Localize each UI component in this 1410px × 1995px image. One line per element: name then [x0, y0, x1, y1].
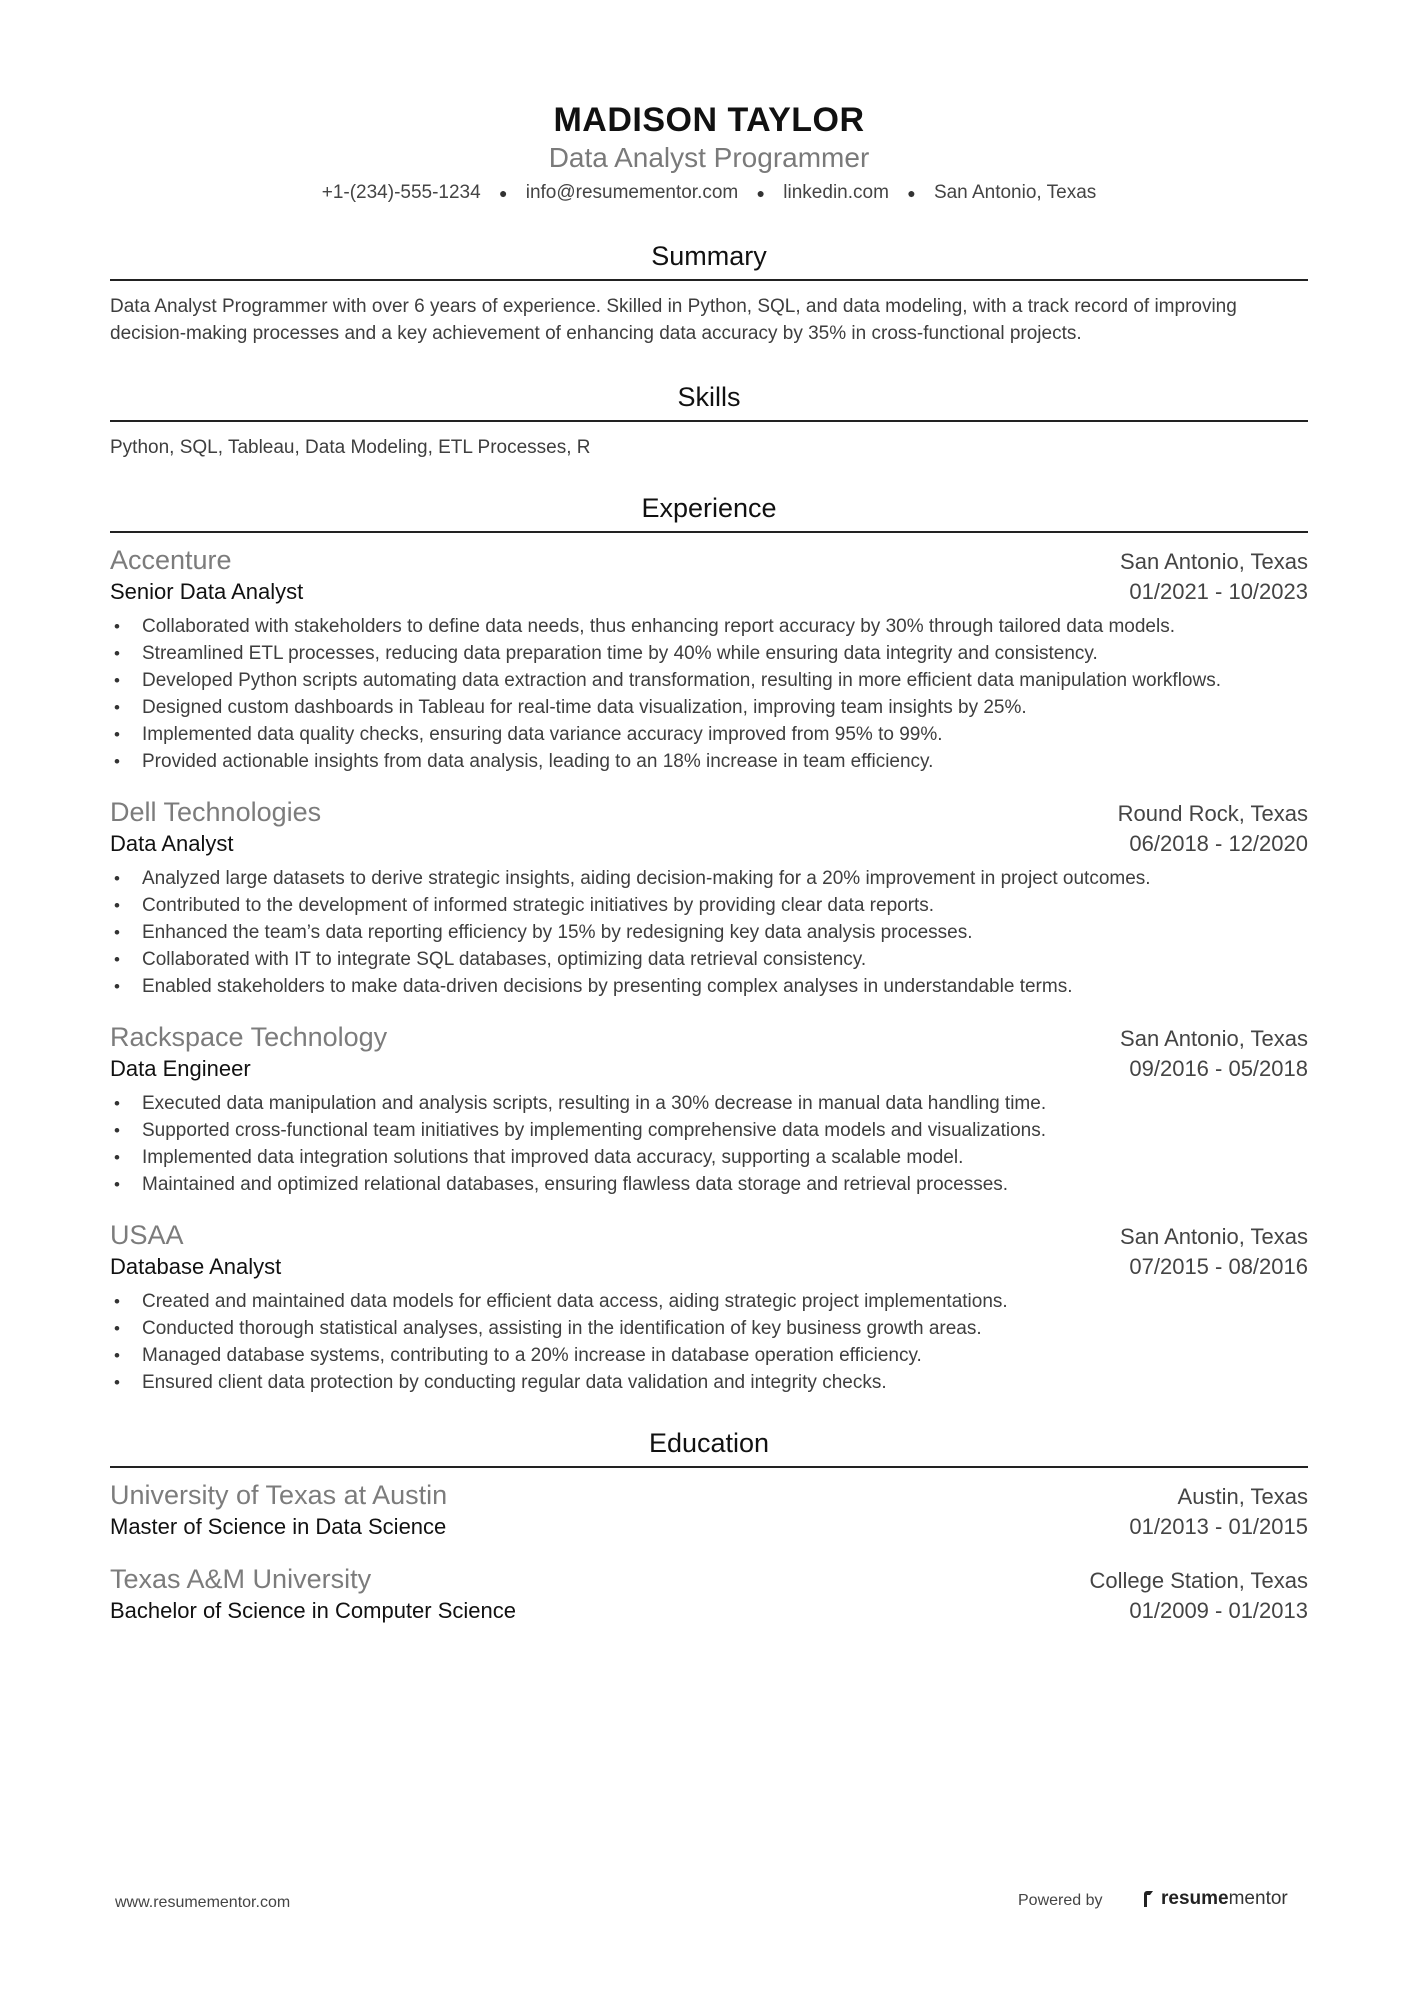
bullet-item: • Collaborated with stakeholders to define data needs, thus enhancing report accuracy by 30% through tailored data models.	[110, 613, 1308, 640]
contact-line	[110, 181, 1308, 205]
skills-text: Python, SQL, Tableau, Data Modeling, ETL Processes, R	[110, 437, 591, 459]
entry-role-row	[110, 1054, 1308, 1084]
job-location: San Antonio, Texas	[1120, 549, 1308, 575]
contact-location: San Antonio, Texas	[933, 182, 1097, 204]
job-bullets	[110, 865, 1308, 1000]
contact-phone: +1-(234)-555-1234	[321, 182, 481, 204]
school-name: University of Texas at Austin	[110, 1480, 448, 1511]
degree: Bachelor of Science in Computer Science	[110, 1598, 516, 1624]
job-location: Round Rock, Texas	[1117, 801, 1308, 827]
contact-email[interactable]: info@resumementor.com	[525, 182, 739, 204]
resume-page	[110, 0, 1308, 1626]
job-role: Database Analyst	[110, 1254, 282, 1280]
bullet-item: • Executed data manipulation and analysis scripts, resulting in a 30% decrease in manual data handling time.	[110, 1090, 1308, 1117]
entry-header-row	[110, 543, 1308, 577]
education-section	[110, 1426, 1308, 1626]
entry-header-row	[110, 1478, 1308, 1512]
page-footer	[0, 1890, 1410, 1920]
entry-role-row	[110, 577, 1308, 607]
contact-linkedin[interactable]: linkedin.com	[783, 182, 889, 204]
company-name: USAA	[110, 1220, 184, 1251]
job-dates: 01/2021 - 10/2023	[1129, 579, 1308, 605]
job-dates: 09/2016 - 05/2018	[1129, 1056, 1308, 1082]
job-bullets	[110, 1090, 1308, 1198]
experience-list	[110, 543, 1308, 1396]
bullet-separator: ●	[498, 185, 508, 201]
experience-section	[110, 491, 1308, 1396]
school-location: Austin, Texas	[1177, 1484, 1308, 1510]
section-divider	[110, 279, 1308, 281]
company-name: Dell Technologies	[110, 797, 322, 828]
company-name: Accenture	[110, 545, 232, 576]
experience-heading: Experience	[641, 493, 777, 524]
company-name: Rackspace Technology	[110, 1022, 388, 1053]
summary-heading: Summary	[651, 241, 767, 272]
job-bullets	[110, 1288, 1308, 1396]
brand-name-bold: resume	[1161, 1888, 1229, 1909]
education-heading: Education	[648, 1428, 770, 1459]
section-divider	[110, 1466, 1308, 1468]
experience-entry	[110, 1020, 1308, 1198]
resume-header	[110, 0, 1308, 205]
entry-role-row	[110, 829, 1308, 859]
bullet-item: • Implemented data integration solutions that improved data accuracy, supporting a scalable model.	[110, 1144, 1308, 1171]
education-entry	[110, 1478, 1308, 1542]
experience-entry	[110, 543, 1308, 775]
bullet-item: • Collaborated with IT to integrate SQL databases, optimizing data retrieval consistency.	[110, 946, 1308, 973]
education-list	[110, 1478, 1308, 1626]
entry-header-row	[110, 1020, 1308, 1054]
bullet-item: • Designed custom dashboards in Tableau for real-time data visualization, improving team insights by 25%.	[110, 694, 1308, 721]
experience-entry	[110, 1218, 1308, 1396]
summary-section	[110, 239, 1308, 347]
section-divider	[110, 420, 1308, 422]
job-dates: 07/2015 - 08/2016	[1129, 1254, 1308, 1280]
brand-logo[interactable]	[1142, 1888, 1288, 1910]
bullet-separator: ●	[756, 185, 766, 201]
degree: Master of Science in Data Science	[110, 1514, 447, 1540]
job-role: Data Analyst	[110, 831, 234, 857]
job-bullets	[110, 613, 1308, 775]
bullet-item: • Streamlined ETL processes, reducing data preparation time by 40% while ensuring data integrity and consistency.	[110, 640, 1308, 667]
bullet-item: • Implemented data quality checks, ensuring data variance accuracy improved from 95% to 99%.	[110, 721, 1308, 748]
brand-name-light: mentor	[1228, 1888, 1288, 1909]
candidate-name: MADISON TAYLOR	[553, 101, 865, 139]
bullet-item: • Supported cross-functional team initiatives by implementing comprehensive data models and visualizations.	[110, 1117, 1308, 1144]
footer-site-link[interactable]: www.resumementor.com	[115, 1894, 291, 1911]
candidate-title: Data Analyst Programmer	[548, 142, 870, 173]
powered-by-label: Powered by	[1018, 1892, 1103, 1909]
entry-header-row	[110, 1562, 1308, 1596]
entry-degree-row	[110, 1596, 1308, 1626]
job-location: San Antonio, Texas	[1120, 1026, 1308, 1052]
entry-header-row	[110, 795, 1308, 829]
bullet-item: • Provided actionable insights from data analysis, leading to an 18% increase in team efficiency.	[110, 748, 1308, 775]
entry-header-row	[110, 1218, 1308, 1252]
brand-mark-icon	[1142, 1890, 1156, 1908]
bullet-item: • Contributed to the development of informed strategic initiatives by providing clear data reports.	[110, 892, 1308, 919]
job-role: Data Engineer	[110, 1056, 251, 1082]
experience-entry	[110, 795, 1308, 1000]
bullet-item: • Conducted thorough statistical analyses, assisting in the identification of key business growth areas.	[110, 1315, 1308, 1342]
bullet-item: • Managed database systems, contributing to a 20% increase in database operation efficiency.	[110, 1342, 1308, 1369]
bullet-item: • Enhanced the team’s data reporting efficiency by 15% by redesigning key data analysis processes.	[110, 919, 1308, 946]
summary-text: Data Analyst Programmer with over 6 years of experience. Skilled in Python, SQL, and data modeling, with a track record of improving decision-making processes and a key achievement of enhancing data accuracy by 35% in cross-functional projects.	[110, 296, 1237, 345]
skills-heading: Skills	[677, 382, 741, 413]
school-location: College Station, Texas	[1089, 1568, 1308, 1594]
job-location: San Antonio, Texas	[1120, 1224, 1308, 1250]
skills-section	[110, 380, 1308, 461]
bullet-item: • Enabled stakeholders to make data-driven decisions by presenting complex analyses in understandable terms.	[110, 973, 1308, 1000]
education-entry	[110, 1562, 1308, 1626]
job-role: Senior Data Analyst	[110, 579, 304, 605]
entry-degree-row	[110, 1512, 1308, 1542]
bullet-item: • Maintained and optimized relational databases, ensuring flawless data storage and retrieval processes.	[110, 1171, 1308, 1198]
bullet-item: • Analyzed large datasets to derive strategic insights, aiding decision-making for a 20% improvement in project outcomes.	[110, 865, 1308, 892]
bullet-item: • Developed Python scripts automating data extraction and transformation, resulting in more efficient data manipulation workflows.	[110, 667, 1308, 694]
job-dates: 06/2018 - 12/2020	[1129, 831, 1308, 857]
bullet-item: • Ensured client data protection by conducting regular data validation and integrity checks.	[110, 1369, 1308, 1396]
bullet-separator: ●	[907, 185, 916, 201]
school-name: Texas A&M University	[110, 1564, 372, 1595]
bullet-item: • Created and maintained data models for efficient data access, aiding strategic project implementations.	[110, 1288, 1308, 1315]
section-divider	[110, 531, 1308, 533]
education-dates: 01/2013 - 01/2015	[1129, 1514, 1308, 1540]
education-dates: 01/2009 - 01/2013	[1129, 1598, 1308, 1624]
entry-role-row	[110, 1252, 1308, 1282]
